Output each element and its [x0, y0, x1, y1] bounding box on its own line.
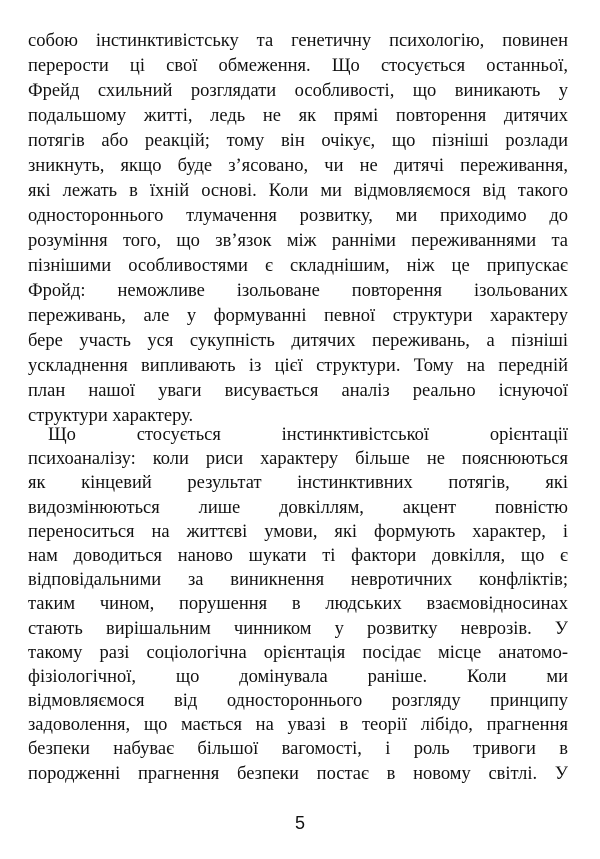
text-line: пізнішими особливостями є складнішим, ніж це припускає	[28, 256, 568, 276]
text-line: нам доводиться наново шукати ті фактори довкілля, що є	[28, 545, 568, 566]
text-line: одностороннього тлумачення розвитку, ми приходимо до	[28, 206, 568, 226]
text-line: структури характеру.	[28, 406, 194, 426]
text-line: стають вирішальним чинником у розвитку неврозів. У	[28, 618, 568, 639]
text-line: переживань, але у формуванні певної структури характеру	[28, 306, 568, 326]
text-line: Фройд: неможливе ізольоване повторення ізольованих	[28, 281, 568, 301]
text-line: потягів або реакцій; тому він очікує, що пізніші розлади	[28, 131, 568, 151]
paragraph	[28, 423, 568, 786]
text-line: відповідальними за виникнення невротичних конфліктів;	[28, 570, 568, 591]
text-line: задоволення, що мається на увазі в теорії лібідо, прагнення	[28, 715, 568, 736]
text-line: собою інстинктивістську та генетичну психологію, повинен	[28, 31, 568, 51]
text-line: подальшому житті, ледь не як прямі повторення дитячих	[28, 106, 568, 126]
text-line: бере участь уся сукупність дитячих переживань, а пізніші	[28, 331, 568, 351]
page-number: 5	[294, 813, 305, 833]
text-line: як кінцевий результат інстинктивних потягів, які	[28, 473, 568, 494]
text-line: зникнуть, якщо буде з’ясовано, чи не дитячі переживання,	[28, 156, 568, 176]
text-line: Фрейд схильний розглядати особливості, що виникають у	[28, 81, 568, 101]
text-line: відмовляємося від одностороннього розгляду принципу	[28, 691, 568, 712]
text-line: фізіологічної, що домінувала раніше. Коли ми	[28, 666, 568, 687]
text-line: породженні прагнення безпеки постає в новому світлі. У	[28, 763, 568, 784]
text-line: переноситься на життєві умови, які формують характер, і	[28, 521, 568, 542]
text-line: видозмінюються лише довкіллям, акцент повністю	[28, 497, 568, 518]
text-line: психоаналізу: коли риси характеру більше не пояснюються	[28, 449, 568, 470]
text-line: Що стосується інстинктивістської орієнтації	[48, 425, 568, 445]
text-line: розуміння того, що зв’язок між ранніми переживаннями та	[28, 231, 568, 251]
text-line: таким чином, порушення в людських взаємовідносинах	[28, 594, 568, 615]
text-line: план нашої уваги висувається аналіз реально існуючої	[28, 381, 568, 401]
text-line: ускладнення випливають із цієї структури. Тому на передній	[28, 356, 568, 376]
text-line: безпеки набуває більшої вагомості, і роль тривоги в	[28, 739, 568, 760]
text-line: такому разі соціологічна орієнтація посідає місце анатомо-	[28, 642, 568, 663]
text-line: які лежать в їхній основі. Коли ми відмовляємося від такого	[28, 181, 568, 201]
paragraph	[28, 29, 568, 429]
text-line: перерости ці свої обмеження. Що стосується останньої,	[28, 56, 568, 76]
